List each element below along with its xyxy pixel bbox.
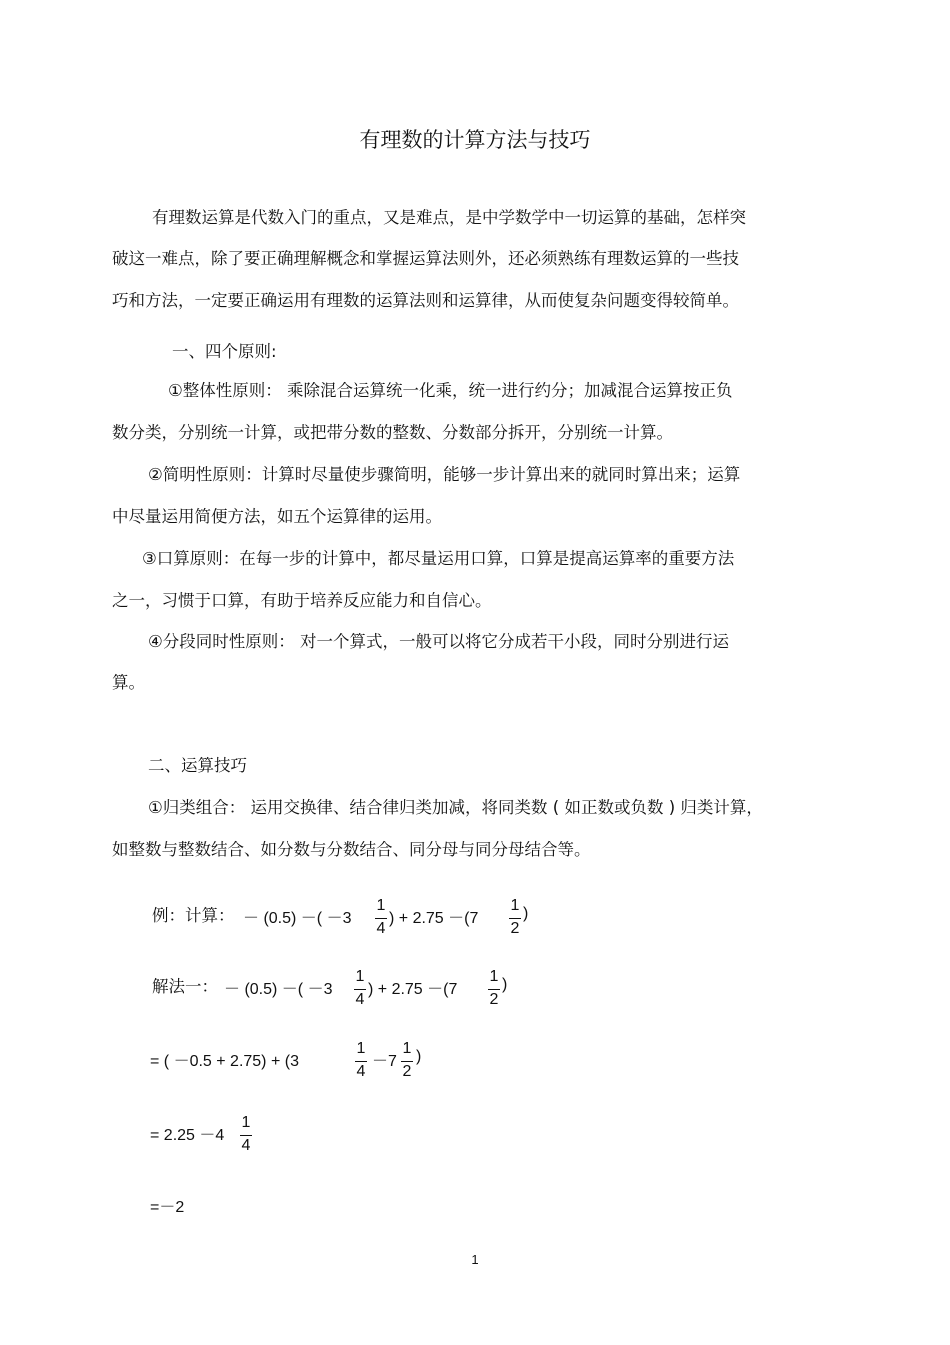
fraction-bar	[375, 918, 387, 919]
example-expression	[243, 897, 543, 945]
solution-step-3	[150, 1114, 350, 1162]
step2-part-1: = ( －0.5 + 2.75) + (3	[150, 1053, 299, 1070]
solution-part-3: )	[502, 976, 508, 993]
section2-heading: 二、运算技巧	[148, 756, 247, 775]
fraction-bar	[401, 1061, 413, 1062]
principle3-line-2: 之一，习惯于口算，有助于培养反应能力和自信心。	[112, 591, 492, 610]
principle3-line-1: ③口算原则：在每一步的计算中，都尽量运用口算，口算是提高运算率的重要方法	[142, 549, 735, 568]
step2-part-2: －7	[372, 1053, 397, 1070]
fraction-bar	[240, 1135, 252, 1136]
fraction-denominator: 4	[376, 920, 386, 937]
principle1-line-2: 数分类，分别统一计算，或把带分数的整数、分数部分拆开，分别统一计算。	[112, 423, 673, 442]
fraction-denominator: 2	[510, 920, 520, 937]
fraction-denominator: 4	[356, 1063, 366, 1080]
step4-result: =－2	[150, 1199, 185, 1216]
fraction-numerator: 1	[376, 897, 386, 914]
fraction-numerator: 1	[355, 968, 365, 985]
fraction-numerator: 1	[356, 1040, 366, 1057]
intro-line-2: 破这一难点，除了要正确理解概念和掌握运算法则外，还必须熟练有理数运算的一些技	[112, 249, 739, 268]
technique1-line-2: 如整数与整数结合、如分数与分数结合、同分母与同分母结合等。	[112, 840, 591, 859]
section1-heading: 一、四个原则:	[172, 342, 277, 361]
intro-line-3: 巧和方法，一定要正确运用有理数的运算法则和运算律，从而使复杂问题变得较简单。	[112, 291, 739, 310]
principle2-line-2: 中尽量运用简便方法，如五个运算律的运用。	[112, 507, 442, 526]
fraction-numerator: 1	[241, 1114, 251, 1131]
principle1-line-1: ①整体性原则： 乘除混合运算统一化乘，统一进行约分；加减混合运算按正负	[168, 381, 733, 400]
fraction-denominator: 2	[402, 1063, 412, 1080]
example-prefix: 例：计算：	[152, 906, 235, 925]
fraction-numerator: 1	[402, 1040, 412, 1057]
fraction-bar	[355, 1061, 367, 1062]
solution-step-2	[150, 1040, 450, 1088]
fraction-denominator: 4	[355, 991, 365, 1008]
principle2-line-1: ②简明性原则：计算时尽量使步骤简明，能够一步计算出来的就同时算出来；运算	[148, 465, 741, 484]
example-part-3: )	[523, 905, 529, 922]
solution-expression	[224, 968, 524, 1016]
page-number: 1	[471, 1252, 479, 1267]
fraction-denominator: 2	[489, 991, 499, 1008]
step2-part-3: )	[416, 1048, 422, 1065]
principle4-line-1: ④分段同时性原则： 对一个算式，一般可以将它分成若干小段，同时分别进行运	[148, 632, 730, 651]
technique1-line-1: ①归类组合： 运用交换律、结合律归类加减，将同类数 ( 如正数或负数 ) 归类计算，	[148, 798, 763, 817]
fraction-bar	[509, 918, 521, 919]
step3-part-1: = 2.25 －4	[150, 1127, 225, 1144]
page-title: 有理数的计算方法与技巧	[359, 128, 591, 152]
solution-part-2: ) + 2.75 －(7	[368, 981, 458, 998]
fraction-numerator: 1	[489, 968, 499, 985]
solution-part-1: － (0.5) －( －3	[224, 981, 333, 998]
solution-step-4	[150, 1194, 250, 1218]
example-part-2: ) + 2.75 －(7	[389, 910, 479, 927]
solution-prefix: 解法一：	[152, 977, 218, 996]
fraction-bar	[354, 989, 366, 990]
fraction-denominator: 4	[241, 1137, 251, 1154]
example-part-1: － (0.5) －( －3	[243, 910, 352, 927]
fraction-numerator: 1	[510, 897, 520, 914]
intro-line-1: 有理数运算是代数入门的重点，又是难点，是中学数学中一切运算的基础，怎样突	[152, 208, 746, 227]
fraction-bar	[488, 989, 500, 990]
principle4-line-2: 算。	[112, 673, 145, 692]
